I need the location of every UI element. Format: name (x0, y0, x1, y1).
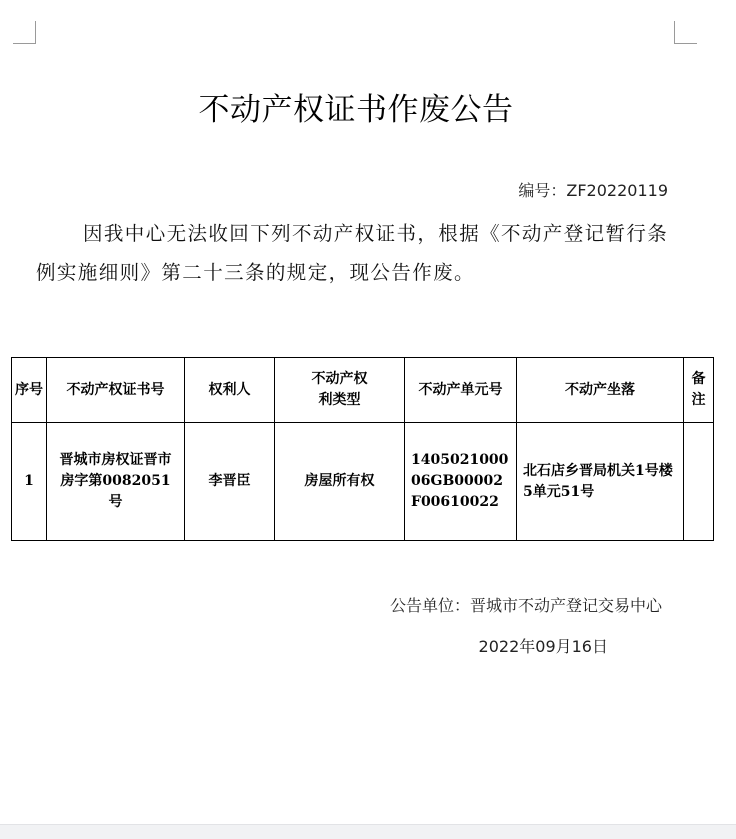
header-cert-no: 不动产权证书号 (47, 358, 185, 423)
page-title: 不动产权证书作废公告 (198, 92, 514, 128)
viewer-bottom-strip (0, 824, 736, 839)
announcement-date: 2022年09月16日 (478, 637, 608, 656)
cell-unit-no: 140502100006GB00002F00610022 (405, 423, 517, 541)
cell-cert-no: 晋城市房权证晋市房字第0082051号 (47, 423, 185, 541)
crop-mark-top-right (674, 21, 697, 44)
header-remark: 备注 (684, 358, 714, 423)
header-right-type: 不动产权利类型 (275, 358, 405, 423)
header-unit-no: 不动产单元号 (405, 358, 517, 423)
table-header-row (12, 358, 714, 423)
cell-right-type: 房屋所有权 (275, 423, 405, 541)
header-holder: 权利人 (185, 358, 275, 423)
certificate-table (11, 357, 714, 541)
crop-mark-top-left (13, 21, 36, 44)
announcing-unit: 公告单位：晋城市不动产登记交易中心 (389, 596, 662, 615)
cell-remark (684, 423, 714, 541)
announcement-body: 因我中心无法收回下列不动产权证书，根据《不动产登记暂行条例实施细则》第二十三条的规定，现公告作废。 (36, 222, 669, 284)
cell-seq: 1 (12, 423, 47, 541)
header-seq: 序号 (12, 358, 47, 423)
cell-location: 北石店乡晋局机关1号楼5单元51号 (517, 423, 684, 541)
cell-holder: 李晋臣 (185, 423, 275, 541)
document-number: 编号：ZF20220119 (518, 181, 668, 200)
table-row (12, 423, 714, 541)
header-location: 不动产坐落 (517, 358, 684, 423)
